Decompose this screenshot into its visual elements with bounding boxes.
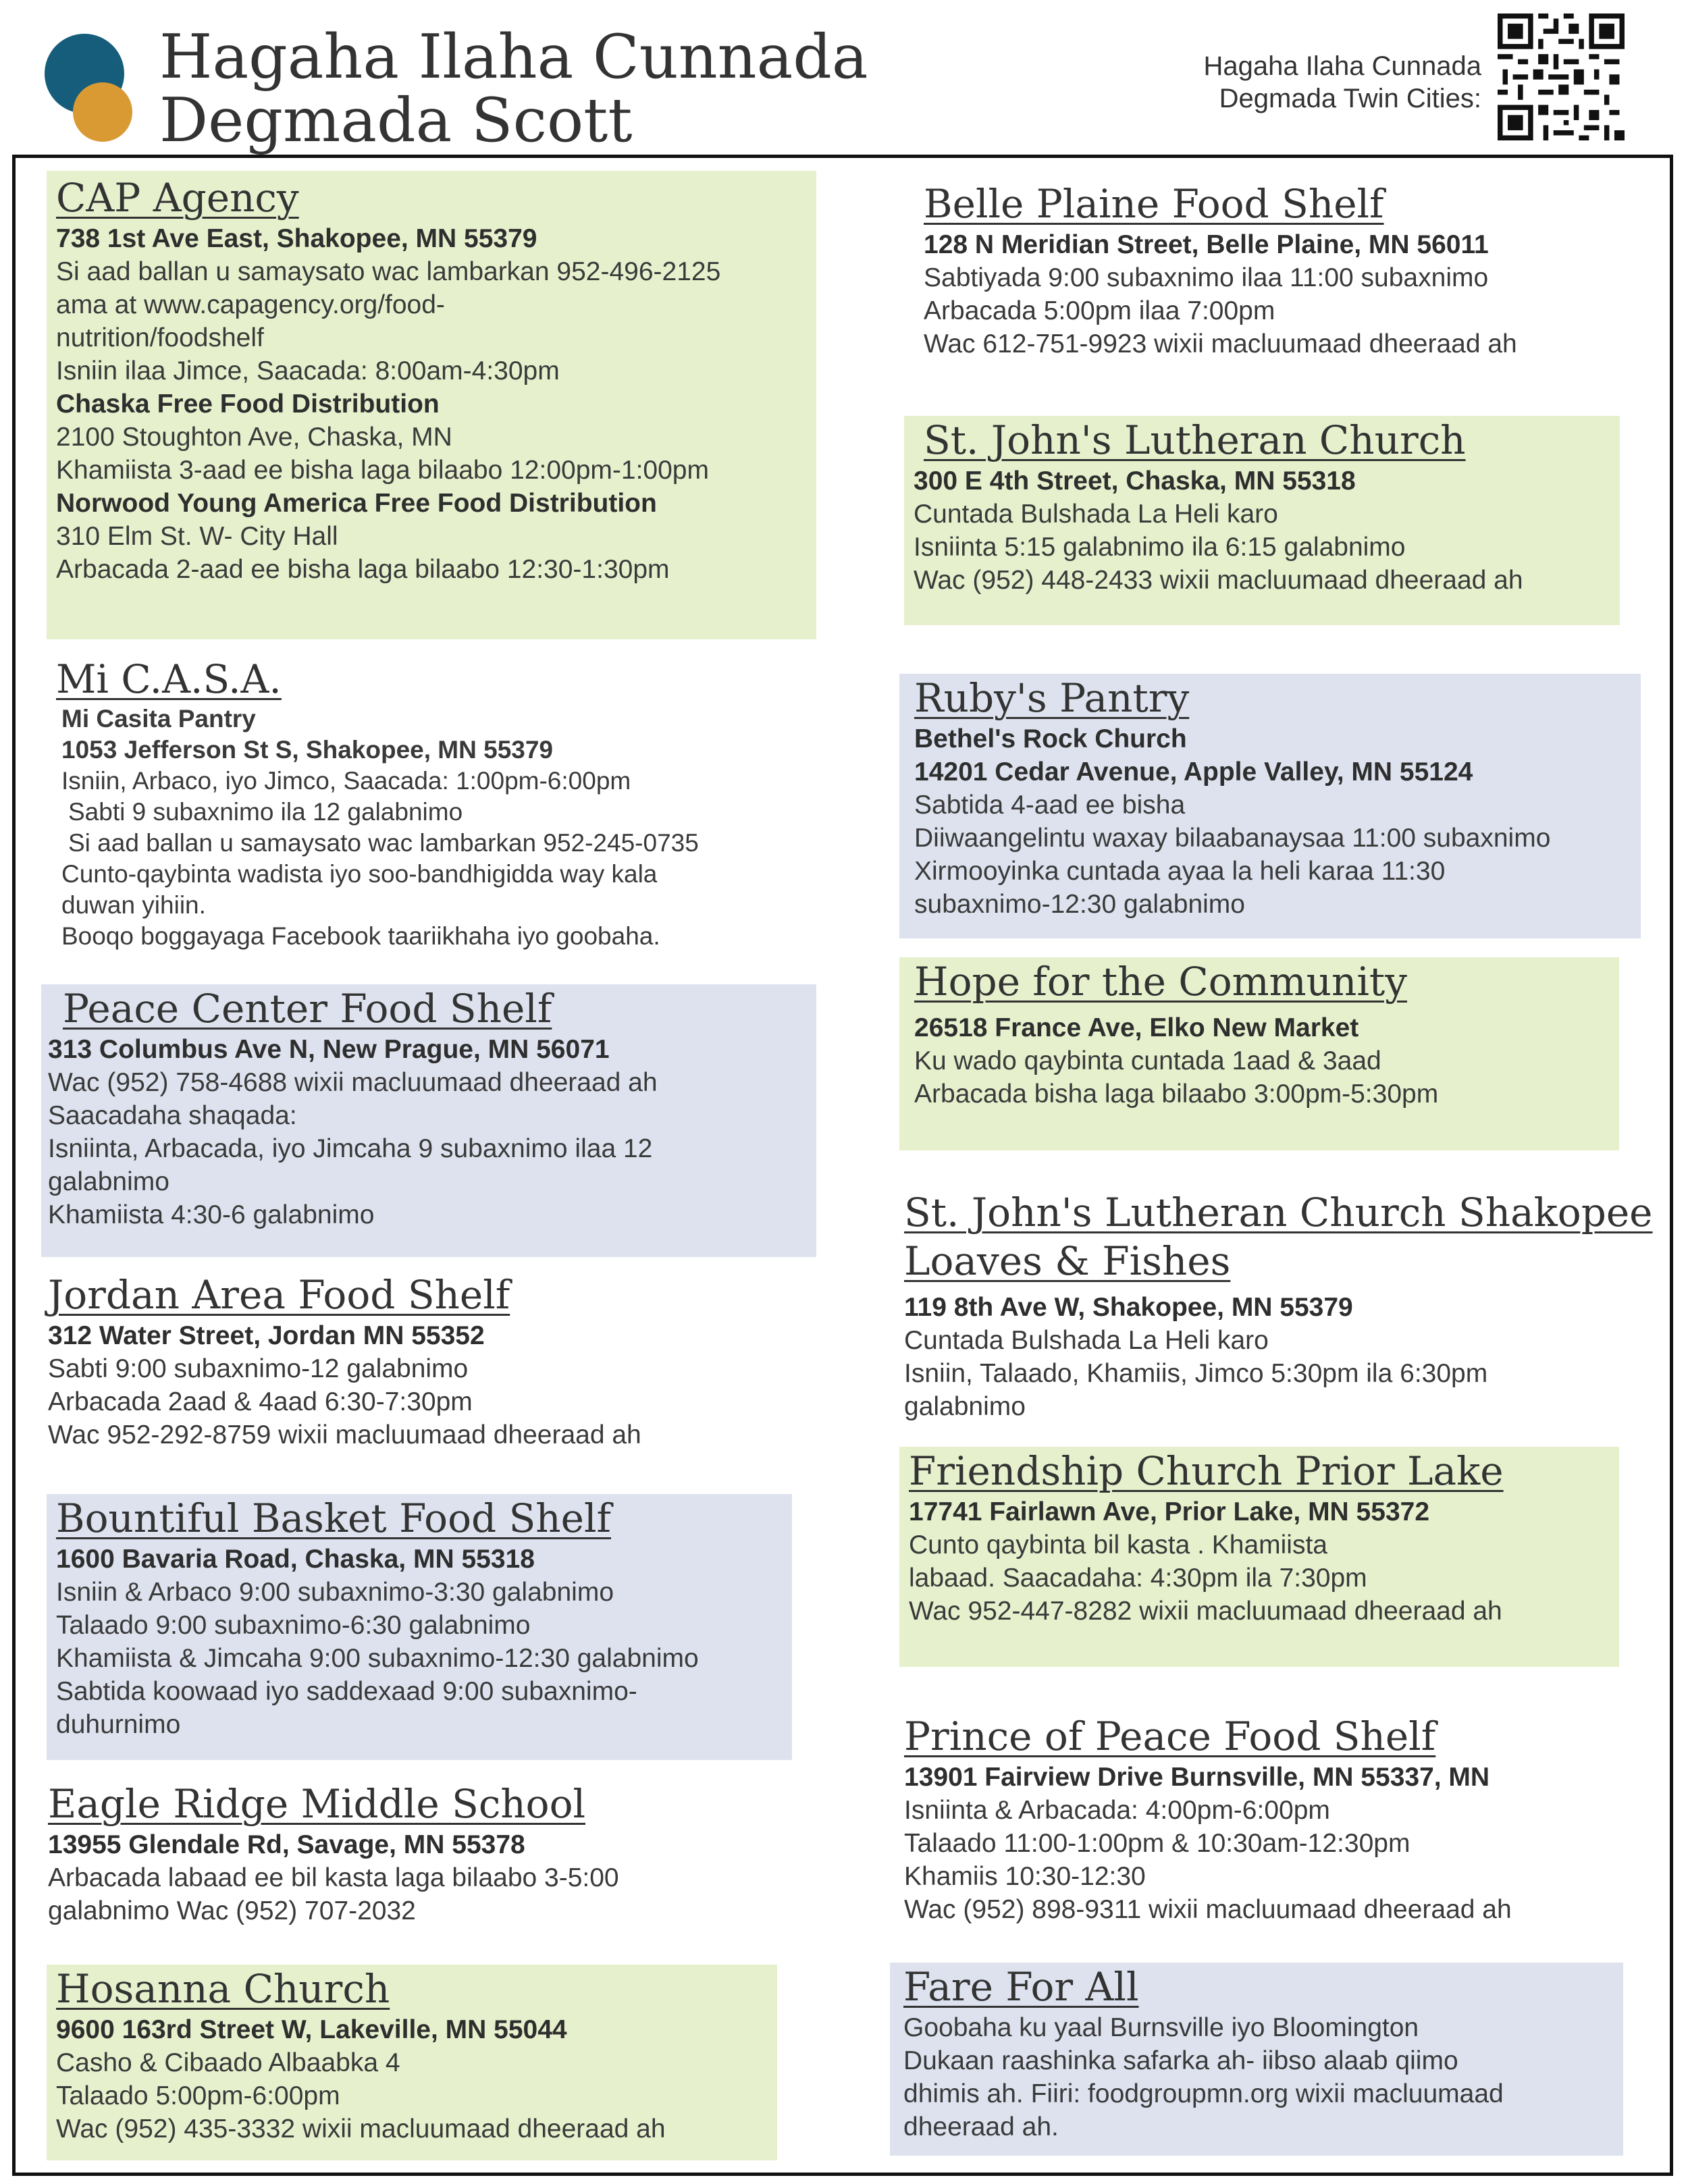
st-johns-shakopee-line: Cuntada Bulshada La Heli karo: [904, 1326, 1269, 1355]
eagle-ridge-address: 13955 Glendale Rd, Savage, MN 55378: [48, 1830, 525, 1859]
belle-plaine-line: Wac 612-751-9923 wixii macluumaad dheeraad ah: [924, 329, 1517, 358]
st-johns-shakopee-line: galabnimo: [904, 1392, 1026, 1421]
prince-of-peace-line: Isniinta & Arbacada: 4:00pm-6:00pm: [904, 1796, 1330, 1825]
qr-label-line2: Degmada Twin Cities:: [1219, 84, 1481, 113]
prince-of-peace-line: Talaado 11:00-1:00pm & 10:30am-12:30pm: [904, 1829, 1410, 1858]
micasa-line: Cunto-qaybinta wadista iyo soo-bandhigidda way kala: [61, 860, 658, 888]
page-title-line1: Hagaha Ilaha Cunnada: [159, 22, 868, 92]
friendship-church-line: Cunto qaybinta bil kasta . Khamiista: [909, 1530, 1328, 1560]
rubys-pantry-title: Ruby's Pantry: [914, 675, 1190, 721]
hosanna-line: Wac (952) 435-3332 wixii macluumaad dheeraad ah: [56, 2114, 666, 2143]
prince-of-peace-section: [904, 1712, 1647, 1926]
jordan-line: Arbacada 2aad & 4aad 6:30-7:30pm: [48, 1387, 473, 1416]
jordan-line: Sabti 9:00 subaxnimo-12 galabnimo: [48, 1354, 469, 1383]
jordan-address: 312 Water Street, Jordan MN 55352: [48, 1321, 485, 1350]
belle-plaine-line: Arbacada 5:00pm ilaa 7:00pm: [924, 296, 1275, 325]
bountiful-line: Talaado 9:00 subaxnimo-6:30 galabnimo: [56, 1611, 531, 1640]
qr-label: [1049, 50, 1481, 115]
jordan-title: Jordan Area Food Shelf: [48, 1272, 510, 1318]
rubys-pantry-line: Xirmooyinka cuntada ayaa la heli karaa 11:30: [914, 857, 1446, 886]
friendship-church-title: Friendship Church Prior Lake: [909, 1448, 1504, 1494]
prince-of-peace-title: Prince of Peace Food Shelf: [904, 1713, 1436, 1759]
belle-plaine-address: 128 N Meridian Street, Belle Plaine, MN 56011: [924, 230, 1489, 259]
bountiful-address: 1600 Bavaria Road, Chaska, MN 55318: [56, 1545, 535, 1574]
prince-of-peace-line: Wac (952) 898-9311 wixii macluumaad dheeraad ah: [904, 1895, 1512, 1924]
bountiful-line: Khamiista & Jimcaha 9:00 subaxnimo-12:30 galabnimo: [56, 1644, 699, 1673]
st-johns-shakopee-address: 119 8th Ave W, Shakopee, MN 55379: [904, 1293, 1353, 1322]
hosanna-title: Hosanna Church: [56, 1966, 390, 2012]
micasa-address: 1053 Jefferson St S, Shakopee, MN 55379: [61, 736, 554, 764]
eagle-ridge-section: [48, 1780, 818, 1927]
fare-for-all-line: Dukaan raashinka safarka ah- iibso alaab qiimo: [903, 2046, 1458, 2075]
friendship-church-line: Wac 952-447-8282 wixii macluumaad dheeraad ah: [909, 1597, 1502, 1626]
eagle-ridge-line: galabnimo Wac (952) 707-2032: [48, 1896, 416, 1925]
st-johns-title: St. John's Lutheran Church: [924, 417, 1466, 463]
peace-center-line: galabnimo: [48, 1167, 169, 1196]
rubys-pantry-line: subaxnimo-12:30 galabnimo: [914, 890, 1245, 919]
peace-center-line: Wac (952) 758-4688 wixii macluumaad dheeraad ah: [48, 1068, 658, 1097]
bountiful-line: Isniin & Arbaco 9:00 subaxnimo-3:30 galabnimo: [56, 1578, 614, 1607]
jordan-section: [48, 1271, 818, 1451]
norwood-distribution-line: 310 Elm St. W- City Hall: [56, 522, 338, 551]
hope-community-box: [899, 957, 1619, 1150]
peace-center-box: [41, 984, 816, 1257]
st-johns-shakopee-section: [904, 1188, 1654, 1423]
friendship-church-address: 17741 Fairlawn Ave, Prior Lake, MN 55372: [909, 1497, 1430, 1526]
micasa-title: Mi C.A.S.A.: [56, 656, 282, 702]
chaska-distribution-line: Khamiista 3-aad ee bisha laga bilaabo 12:00pm-1:00pm: [56, 456, 709, 485]
st-johns-shakopee-title-line2: Loaves & Fishes: [904, 1238, 1231, 1284]
rubys-pantry-address: 14201 Cedar Avenue, Apple Valley, MN 55124: [914, 757, 1473, 787]
cap-agency-line: nutrition/foodshelf: [56, 323, 264, 352]
cap-agency-line: Isniin ilaa Jimce, Saacada: 8:00am-4:30pm: [56, 356, 560, 385]
eagle-ridge-line: Arbacada labaad ee bil kasta laga bilaabo 3-5:00: [48, 1863, 619, 1892]
hosanna-line: Casho & Cibaado Albaabka 4: [56, 2048, 400, 2077]
micasa-line: Sabti 9 subaxnimo ila 12 galabnimo: [68, 798, 463, 826]
prince-of-peace-line: Khamiis 10:30-12:30: [904, 1862, 1146, 1891]
bountiful-line: Sabtida koowaad iyo saddexaad 9:00 subaxnimo-: [56, 1677, 637, 1706]
cap-agency-address: 738 1st Ave East, Shakopee, MN 55379: [56, 224, 537, 253]
cap-agency-line: Si aad ballan u samaysato wac lambarkan 952-496-2125: [56, 257, 721, 286]
hosanna-address: 9600 163rd Street W, Lakeville, MN 55044: [56, 2015, 567, 2044]
qr-label-line1: Hagaha Ilaha Cunnada: [1203, 51, 1481, 81]
micasa-line: duwan yihiin.: [61, 891, 206, 919]
st-johns-line: Cuntada Bulshada La Heli karo: [914, 500, 1278, 529]
hosanna-line: Talaado 5:00pm-6:00pm: [56, 2081, 340, 2110]
norwood-distribution-line: Arbacada 2-aad ee bisha laga bilaabo 12:30-1:30pm: [56, 555, 670, 584]
hope-community-line: Ku wado qaybinta cuntada 1aad & 3aad: [914, 1046, 1381, 1075]
prince-of-peace-address: 13901 Fairview Drive Burnsville, MN 55337, MN: [904, 1763, 1490, 1792]
page-title: [159, 22, 868, 156]
micasa-section: [56, 655, 812, 952]
st-johns-line: Isniinta 5:15 galabnimo ila 6:15 galabnimo: [914, 533, 1406, 562]
fare-for-all-line: dheeraad ah.: [903, 2112, 1059, 2141]
st-johns-box: [904, 416, 1620, 625]
rubys-pantry-subtitle: Bethel's Rock Church: [914, 724, 1187, 753]
st-johns-line: Wac (952) 448-2433 wixii macluumaad dheeraad ah: [914, 566, 1523, 595]
micasa-line: Booqo boggayaga Facebook taariikhaha iyo goobaha.: [61, 922, 660, 950]
fare-for-all-line: dhimis ah. Fiiri: foodgroupmn.org wixii macluumaad: [903, 2079, 1504, 2108]
rubys-pantry-box: [899, 674, 1641, 938]
friendship-church-box: [899, 1447, 1619, 1667]
chaska-distribution-title: Chaska Free Food Distribution: [56, 390, 440, 419]
qr-code-icon[interactable]: [1498, 14, 1625, 140]
chaska-distribution-line: 2100 Stoughton Ave, Chaska, MN: [56, 423, 452, 452]
fare-for-all-box: [890, 1963, 1623, 2156]
hope-community-line: Arbacada bisha laga bilaabo 3:00pm-5:30pm: [914, 1080, 1439, 1109]
fare-for-all-title: Fare For All: [903, 1964, 1139, 2010]
logo-circle-orange: [73, 82, 132, 142]
page-title-line2: Degmada Scott: [159, 85, 633, 156]
hosanna-box: [47, 1965, 777, 2160]
micasa-line: Si aad ballan u samaysato wac lambarkan 952-245-0735: [68, 829, 699, 857]
belle-plaine-section: [924, 180, 1653, 361]
bountiful-title: Bountiful Basket Food Shelf: [56, 1495, 611, 1541]
peace-center-line: Saacadaha shaqada:: [48, 1101, 297, 1130]
peace-center-line: Isniinta, Arbacada, iyo Jimcaha 9 subaxnimo ilaa 12: [48, 1134, 653, 1163]
cap-agency-box: [47, 171, 816, 639]
st-johns-address: 300 E 4th Street, Chaska, MN 55318: [914, 467, 1356, 496]
norwood-distribution-title: Norwood Young America Free Food Distribution: [56, 489, 657, 518]
cap-agency-line: ama at www.capagency.org/food-: [56, 290, 445, 319]
rubys-pantry-line: Sabtida 4-aad ee bisha: [914, 791, 1186, 820]
micasa-line: Isniin, Arbaco, iyo Jimco, Saacada: 1:00pm-6:00pm: [61, 767, 631, 795]
bountiful-line: duhurnimo: [56, 1710, 181, 1739]
cap-agency-title: CAP Agency: [56, 175, 299, 221]
peace-center-line: Khamiista 4:30-6 galabnimo: [48, 1200, 375, 1229]
hope-community-title: Hope for the Community: [914, 959, 1407, 1005]
hope-community-address: 26518 France Ave, Elko New Market: [914, 1013, 1359, 1042]
fare-for-all-line: Goobaha ku yaal Burnsville iyo Bloomington: [903, 2013, 1419, 2042]
micasa-subtitle: Mi Casita Pantry: [61, 705, 256, 733]
belle-plaine-line: Sabtiyada 9:00 subaxnimo ilaa 11:00 subaxnimo: [924, 263, 1489, 292]
peace-center-title: Peace Center Food Shelf: [63, 986, 552, 1032]
friendship-church-line: labaad. Saacadaha: 4:30pm ila 7:30pm: [909, 1564, 1367, 1593]
jordan-line: Wac 952-292-8759 wixii macluumaad dheeraad ah: [48, 1420, 641, 1449]
bountiful-box: [47, 1494, 792, 1760]
eagle-ridge-title: Eagle Ridge Middle School: [48, 1781, 586, 1827]
st-johns-shakopee-line: Isniin, Talaado, Khamiis, Jimco 5:30pm ila 6:30pm: [904, 1359, 1488, 1388]
peace-center-address: 313 Columbus Ave N, New Prague, MN 56071: [48, 1035, 610, 1064]
belle-plaine-title: Belle Plaine Food Shelf: [924, 181, 1384, 227]
rubys-pantry-line: Diiwaangelintu waxay bilaabanaysaa 11:00 subaxnimo: [914, 824, 1551, 853]
st-johns-shakopee-title-line1: St. John's Lutheran Church Shakopee: [904, 1190, 1653, 1235]
